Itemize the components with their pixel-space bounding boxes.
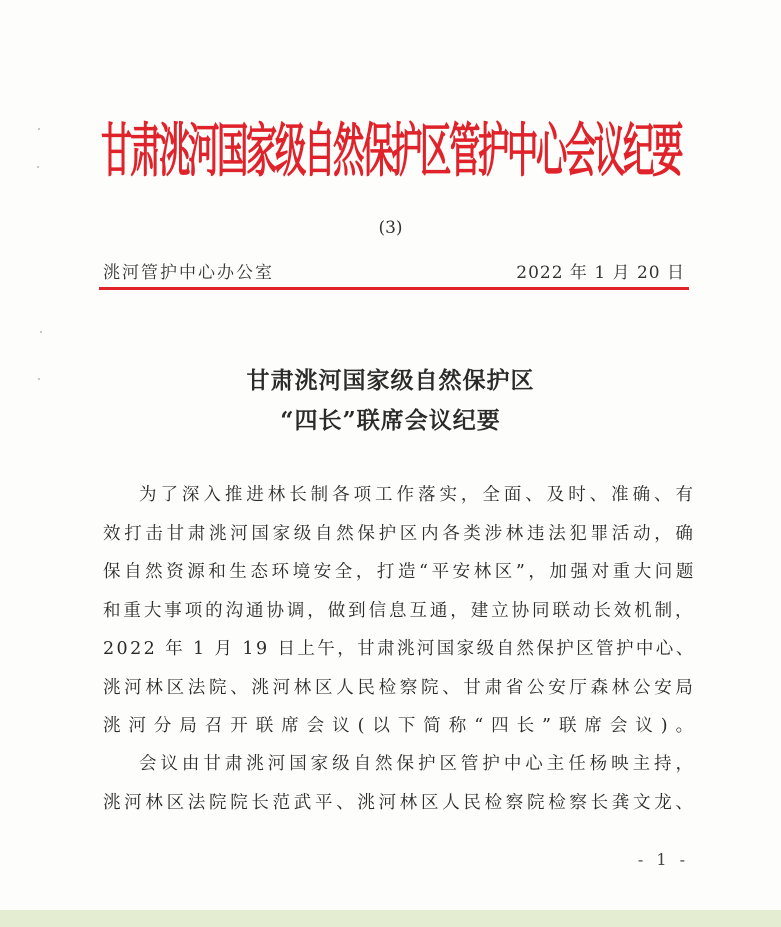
- issue-date: 2022 年 1 月 20 日: [516, 263, 685, 283]
- red-header-title: 甘肃洮河国家级自然保护区管护中心会议纪要: [100, 116, 681, 185]
- document-title-line-2: “四长”联席会议纪要: [280, 407, 501, 434]
- scan-speck: [38, 378, 40, 380]
- paragraph-line: 效打击甘肃洮河国家级自然保护区内各类涉林违法犯罪活动，确: [103, 523, 697, 544]
- paragraph-line: 为了深入推进林长制各项工作落实，全面、及时、准确、有: [139, 485, 697, 505]
- body-paragraph-1: [103, 476, 702, 746]
- paragraph-line: 洮河林区法院、洮河林区人民检察院、甘肃省公安厅森林公安局: [103, 677, 697, 698]
- paragraph-line: 2022 年 1 月 19 日上午，甘肃洮河国家级自然保护区管护中心、: [103, 639, 696, 659]
- paragraph-line: 洮河分局召开联席会议(以下简称“四长”联席会议)。: [103, 716, 702, 736]
- scan-speck: [38, 128, 40, 130]
- paragraph-line: 保自然资源和生态环境安全，打造“平安林区”，加强对重大问题: [103, 562, 697, 582]
- scan-speck: [37, 166, 39, 168]
- issuing-office: 洮河管护中心办公室: [103, 263, 274, 283]
- paragraph-line: 和重大事项的沟通协调，做到信息互通，建立协同联动长效机制，: [103, 600, 696, 621]
- paragraph-line: 会议由甘肃洮河国家级自然保护区管护中心主任杨映主持，: [139, 754, 697, 774]
- paragraph-line: 洮河林区法院院长范武平、洮河林区人民检察院检察长龚文龙、: [103, 792, 697, 813]
- issue-number: (3): [378, 218, 403, 238]
- red-divider-line: [99, 287, 689, 290]
- body-paragraph-2: [103, 745, 697, 822]
- document-title-line-1: 甘肃洮河国家级自然保护区: [246, 367, 535, 394]
- page-number: - 1 -: [637, 850, 689, 869]
- scan-speck: [40, 331, 42, 333]
- scan-bottom-edge: [0, 910, 781, 927]
